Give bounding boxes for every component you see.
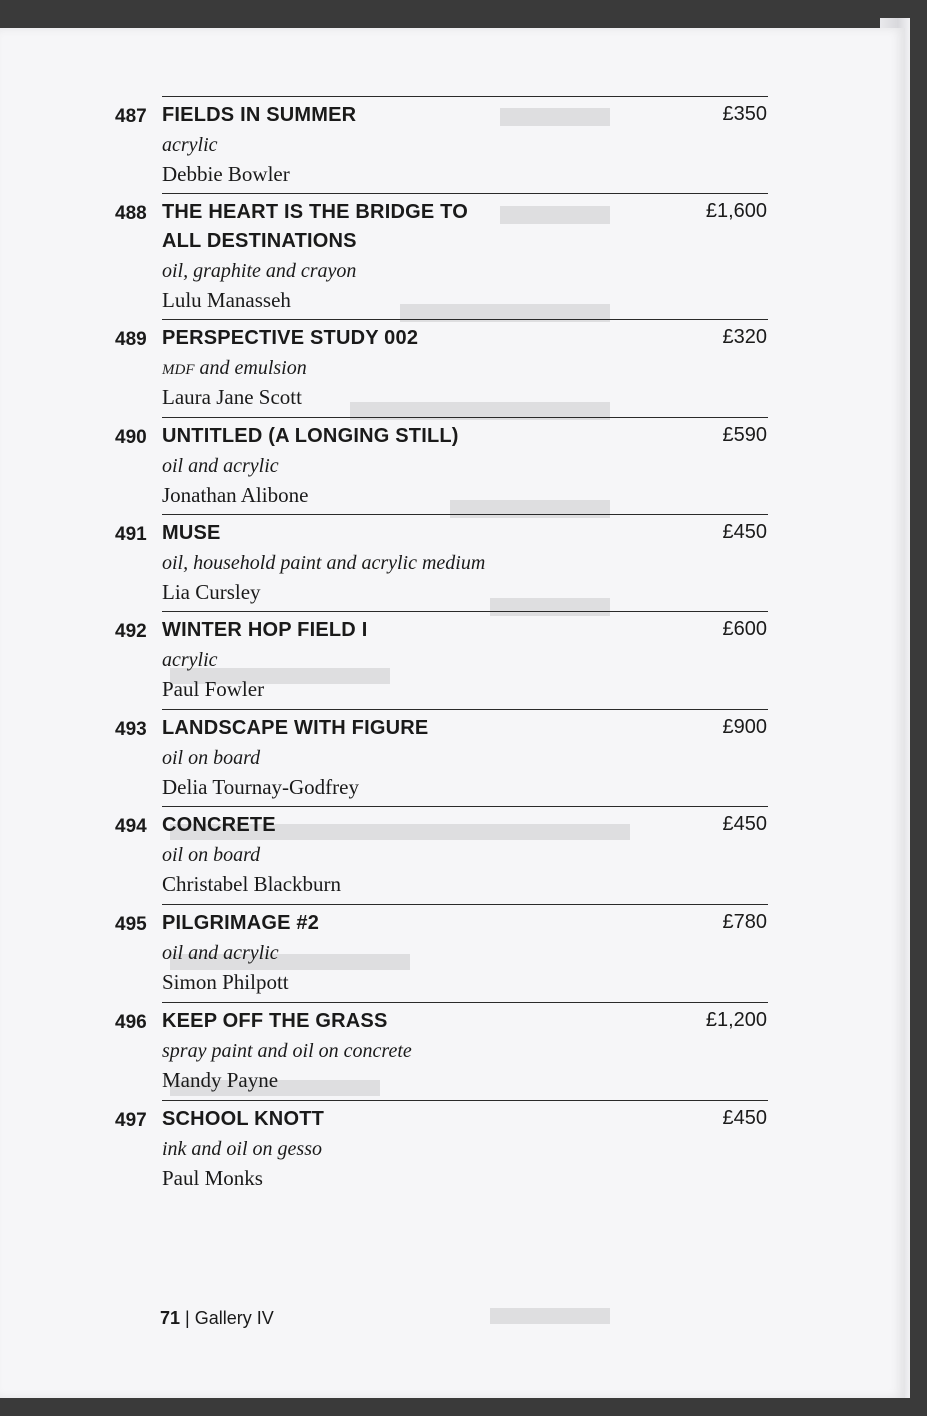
artwork-title: THE HEART IS THE BRIDGE TO ALL DESTINATIONS [162, 201, 468, 252]
artwork-medium: acrylic [162, 134, 218, 156]
artwork-title: PERSPECTIVE STUDY 002 [162, 327, 419, 349]
artwork-medium: spray paint and oil on concrete [162, 1040, 412, 1062]
artist-name: Jonathan Alibone [162, 483, 309, 507]
entry-divider [162, 709, 768, 710]
artwork-price: £320 [722, 326, 767, 348]
entry-divider [162, 514, 768, 515]
artist-name: Lia Cursley [162, 580, 261, 604]
footer-separator: | [180, 1308, 195, 1328]
artist-name: Christabel Blackburn [162, 872, 342, 896]
entry-divider [162, 1100, 768, 1101]
artwork-price: £590 [722, 424, 767, 446]
lot-number: 495 [115, 914, 147, 935]
lot-number: 488 [115, 203, 147, 224]
artwork-price: £1,200 [705, 1009, 767, 1031]
artist-name: Laura Jane Scott [162, 385, 302, 409]
lot-number: 496 [115, 1012, 147, 1033]
artwork-price: £350 [722, 103, 767, 125]
artwork-medium: oil, household paint and acrylic medium [162, 552, 486, 574]
artwork-price: £600 [722, 618, 767, 640]
artwork-medium: acrylic [162, 649, 218, 671]
page-footer [160, 1308, 274, 1329]
artist-name: Debbie Bowler [162, 162, 290, 186]
artist-name: Paul Fowler [162, 677, 265, 701]
entry-divider [162, 417, 768, 418]
artwork-title: SCHOOL KNOTT [162, 1108, 325, 1130]
artwork-price: £900 [722, 716, 767, 738]
artwork-medium: oil, graphite and crayon [162, 260, 357, 282]
artwork-medium: MDF and emulsion [162, 357, 307, 379]
lot-number: 490 [115, 427, 147, 448]
lot-number: 492 [115, 621, 147, 642]
artwork-title: FIELDS IN SUMMER [162, 104, 357, 126]
artwork-medium: oil and acrylic [162, 455, 279, 477]
artwork-price: £450 [722, 521, 767, 543]
artist-name: Paul Monks [162, 1166, 263, 1190]
entry-divider [162, 319, 768, 320]
entry-divider [162, 193, 768, 194]
artwork-price: £450 [722, 1107, 767, 1129]
artwork-medium: ink and oil on gesso [162, 1138, 322, 1160]
lot-number: 497 [115, 1110, 147, 1131]
lot-number: 487 [115, 106, 147, 127]
artwork-medium: oil on board [162, 844, 261, 866]
artwork-title: MUSE [162, 522, 221, 544]
artist-name: Delia Tournay-Godfrey [162, 775, 359, 799]
entry-divider [162, 1002, 768, 1003]
artwork-medium: oil and acrylic [162, 942, 279, 964]
entry-divider [162, 904, 768, 905]
lot-number: 493 [115, 719, 147, 740]
entry-divider [162, 96, 768, 97]
artwork-title: WINTER HOP FIELD I [162, 619, 368, 641]
artwork-price: £450 [722, 813, 767, 835]
artwork-title: CONCRETE [162, 814, 276, 836]
artwork-title: KEEP OFF THE GRASS [162, 1010, 388, 1032]
artist-name: Simon Philpott [162, 970, 289, 994]
page-number: 71 [160, 1308, 181, 1328]
artist-name: Mandy Payne [162, 1068, 279, 1092]
lot-number: 489 [115, 329, 147, 350]
entry-divider [162, 806, 768, 807]
section-name: Gallery IV [194, 1308, 274, 1328]
artwork-medium: oil on board [162, 747, 261, 769]
artist-name: Lulu Manasseh [162, 288, 291, 312]
lot-number: 491 [115, 524, 147, 545]
artwork-price: £780 [722, 911, 767, 933]
entry-divider [162, 611, 768, 612]
artwork-price: £1,600 [705, 200, 767, 222]
artwork-title: PILGRIMAGE #2 [162, 912, 320, 934]
artwork-title: UNTITLED (A LONGING STILL) [162, 425, 459, 447]
artwork-title: LANDSCAPE WITH FIGURE [162, 717, 429, 739]
lot-number: 494 [115, 816, 147, 837]
